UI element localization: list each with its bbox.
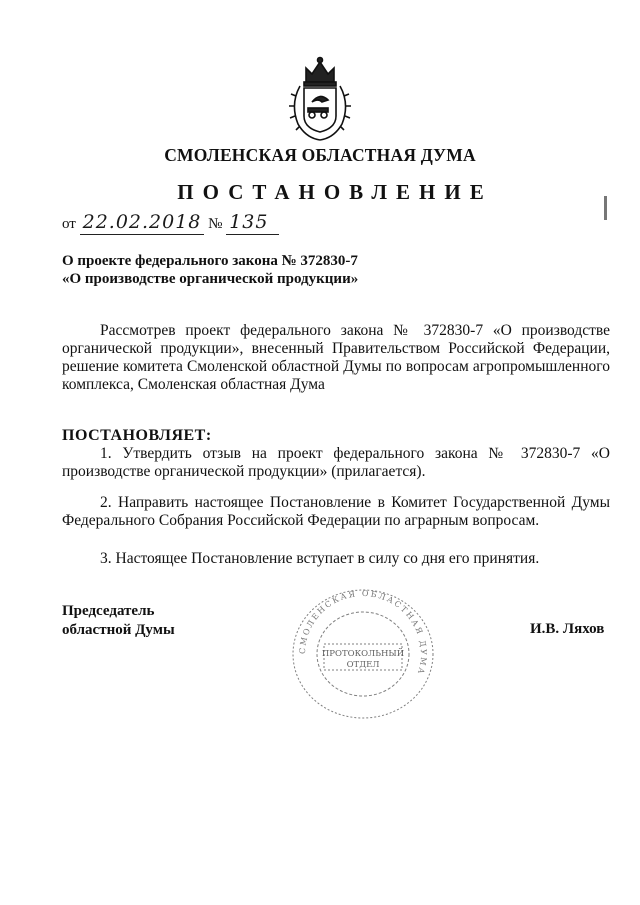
date-from-label: от: [62, 216, 76, 232]
margin-mark: [604, 196, 607, 220]
decree-item-1: 1. Утвердить отзыв на проект федерального закона № 372830-7 «О производстве органической продукции» (прилагается).: [62, 445, 610, 480]
subject-line-2: «О производстве органической продукции»: [62, 271, 359, 287]
seal-center-line-1: ПРОТОКОЛЬНЫЙ: [321, 649, 405, 659]
date-number-line: [62, 212, 279, 235]
signatory-title-line-2: областной Думы: [62, 622, 175, 638]
signatory-name: И.В. Ляхов: [530, 621, 605, 637]
document-subject: [62, 252, 358, 288]
document-type-title: ПОСТАНОВЛЕНИЕ: [177, 180, 493, 204]
seal-center-line-2: ОТДЕЛ: [346, 660, 380, 670]
handwritten-number: 135: [229, 211, 269, 233]
signatory-title-line-1: Председатель: [62, 603, 155, 619]
number-label: №: [208, 216, 223, 232]
organization-title: СМОЛЕНСКАЯ ОБЛАСТНАЯ ДУМА: [164, 145, 476, 165]
official-seal-stamp: [288, 584, 438, 724]
signatory-title: [62, 602, 175, 640]
decree-heading: ПОСТАНОВЛЯЕТ:: [62, 427, 212, 444]
coat-of-arms-emblem: [282, 52, 358, 144]
decree-item-3: 3. Настоящее Постановление вступает в силу со дня его принятия.: [100, 550, 540, 567]
subject-line-1: О проекте федерального закона № 372830-7: [62, 253, 358, 269]
intro-paragraph: Рассмотрев проект федерального закона № 372830-7 «О производстве органической продукции», внесенный Правительством Российской Федерации, решение комитета Смоленской областной Думы по вопросам агропромышленного комплекса, Смоленская областная Дума: [62, 322, 610, 393]
seal-ring-text: СМОЛЕНСКАЯ ОБЛАСТНАЯ ДУМА: [297, 588, 429, 677]
date-field: [80, 212, 205, 235]
decree-item-2: 2. Направить настоящее Постановление в Комитет Государственной Думы Федерального Собрания Российской Федерации по аграрным вопросам.: [62, 494, 610, 529]
handwritten-date: 22.02.2018: [82, 211, 202, 233]
number-field: [226, 212, 279, 235]
